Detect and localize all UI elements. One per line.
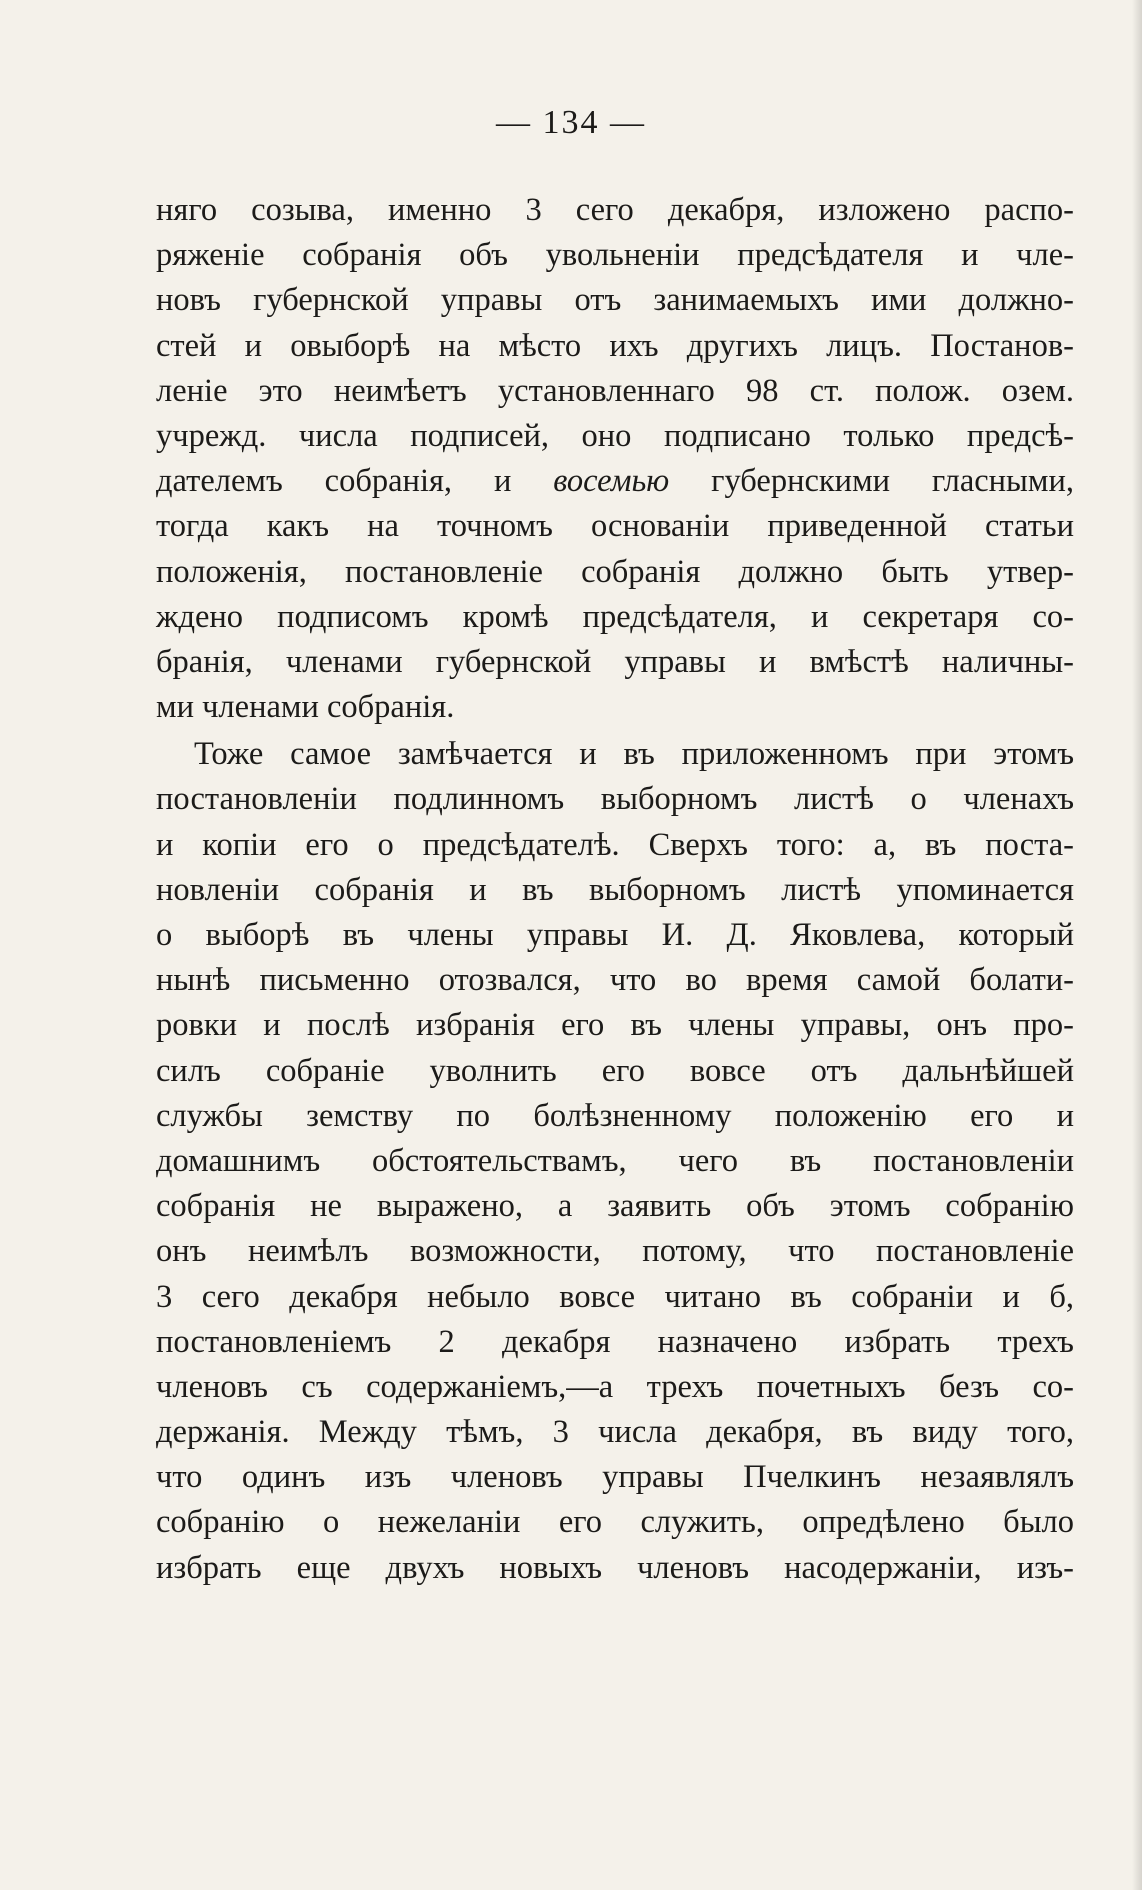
text-line: что одинъ изъ членовъ управы Пчелкинъ незаявлялъ (156, 1459, 1074, 1496)
text-line: няго созыва, именно 3 сего декабря, изложено распо- (156, 192, 1074, 228)
text-line: ровки и послѣ избранія его въ члены управы, онъ про- (156, 1007, 1074, 1044)
text-line: бранія, членами губернской управы и вмѣстѣ наличны- (156, 643, 1074, 680)
page-number: — 134 — (496, 104, 646, 141)
text-line: ждено подписомъ кромѣ предсѣдателя, и секретаря со- (156, 598, 1074, 635)
text-line: нынѣ письменно отозвался, что во время самой болати- (156, 962, 1074, 999)
text-line: положенія, постановленіе собранія должно быть утвер- (156, 553, 1074, 590)
text-line: новленіи собранія и въ выборномъ листѣ упоминается (156, 871, 1074, 908)
text-line: учрежд. числа подписей, оно подписано только предсѣ- (156, 417, 1074, 454)
text-line: членовъ съ содержаніемъ,—а трехъ почетныхъ безъ со- (156, 1368, 1074, 1405)
paragraph-1 (156, 188, 1074, 730)
text-line: собранія не выражено, а заявить объ этомъ собранію (156, 1188, 1074, 1225)
text-line: постановленіи подлинномъ выборномъ листѣ о членахъ (156, 781, 1074, 818)
text-line: о выборѣ въ члены управы И. Д. Яковлева, который (156, 917, 1074, 953)
italic-word: восемью (553, 463, 670, 500)
text-line: ми членами собранія. (156, 689, 455, 726)
text-line: новъ губернской управы отъ занимаемыхъ ими должно- (156, 282, 1074, 319)
text-line: держанія. Между тѣмъ, 3 числа декабря, въ виду того, (156, 1414, 1074, 1451)
text-line: леніе это неимѣетъ установленнаго 98 ст. полож. озем. (156, 372, 1074, 409)
text-line: 3 сего декабря небыло вовсе читано въ собраніи и б, (156, 1278, 1074, 1315)
text-line: собранію о нежеланіи его служить, опредѣлено было (156, 1504, 1074, 1541)
text-line: постановленіемъ 2 декабря назначено избрать трехъ (156, 1323, 1074, 1360)
text-line: Тоже самое замѣчается и въ приложенномъ при этомъ (194, 736, 1074, 773)
text-line: силъ собраніе уволнить его вовсе отъ дальнѣйшей (156, 1052, 1074, 1089)
text-line: онъ неимѣлъ возможности, потому, что постановленіе (156, 1233, 1074, 1270)
paragraph-2 (156, 732, 1074, 1591)
text-line (156, 459, 1074, 504)
text-line: домашнимъ обстоятельствамъ, чего въ постановленіи (156, 1142, 1074, 1179)
text-line: службы земству по болѣзненному положенію его и (156, 1097, 1074, 1134)
text-line: ряженіе собранія объ увольненіи предсѣдателя и чле- (156, 237, 1074, 274)
text-run: дателемъ собранія, и (156, 463, 554, 500)
text-line: избрать еще двухъ новыхъ членовъ насодержаніи, изъ- (156, 1549, 1074, 1586)
text-run: губернскими гласными, (669, 463, 1074, 500)
text-line: стей и овыборѣ на мѣсто ихъ другихъ лицъ. Постанов- (156, 327, 1074, 364)
text-line: и копіи его о предсѣдателѣ. Сверхъ того: а, въ поста- (156, 826, 1074, 863)
body-text (156, 188, 1074, 1591)
text-line: тогда какъ на точномъ основаніи приведенной статьи (156, 508, 1074, 545)
